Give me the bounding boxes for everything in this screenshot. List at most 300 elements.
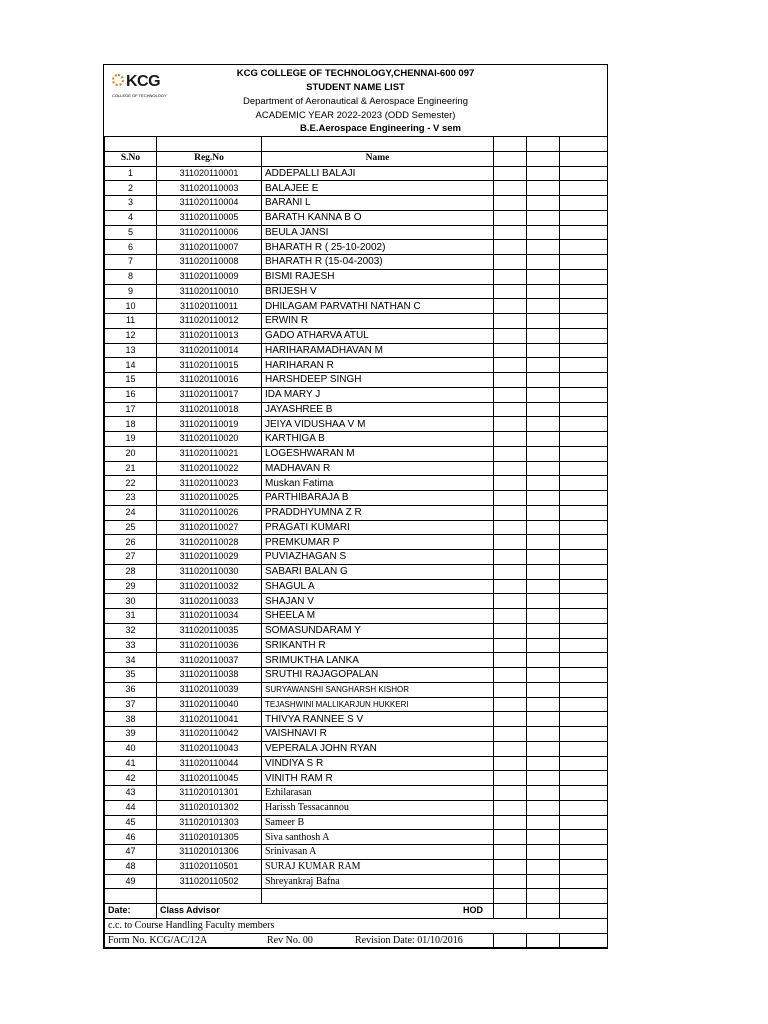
cell-name: SRIMUKTHA LANKA	[262, 653, 494, 668]
cell-empty	[494, 255, 527, 270]
cell-name: JAYASHREE B	[262, 402, 494, 417]
table-row	[105, 358, 608, 373]
table-row	[105, 299, 608, 314]
cell-name: HARIHARAN R	[262, 358, 494, 373]
cell-sno: 1	[105, 166, 157, 181]
table-row	[105, 594, 608, 609]
table-row	[105, 800, 608, 815]
cell-empty	[560, 166, 608, 181]
cell-empty	[494, 343, 527, 358]
cell-empty	[527, 240, 560, 255]
cell-empty	[494, 786, 527, 801]
table-row	[105, 196, 608, 211]
cell-sno: 26	[105, 535, 157, 550]
cell-empty	[494, 579, 527, 594]
cell-empty	[494, 196, 527, 211]
cell-empty	[527, 874, 560, 889]
cell-empty	[527, 594, 560, 609]
cell-empty	[560, 697, 608, 712]
cc-line: c.c. to Course Handling Faculty members	[105, 918, 608, 933]
cell-name: PREMKUMAR P	[262, 535, 494, 550]
cell-sno: 11	[105, 314, 157, 329]
cell-regno: 311020110044	[157, 756, 262, 771]
cell-name: VAISHNAVI R	[262, 727, 494, 742]
cell-regno: 311020110043	[157, 741, 262, 756]
cell-sno: 25	[105, 520, 157, 535]
cell-regno: 311020110040	[157, 697, 262, 712]
cell-regno: 311020110007	[157, 240, 262, 255]
cell-empty	[527, 284, 560, 299]
cell-sno: 10	[105, 299, 157, 314]
cell-empty	[560, 328, 608, 343]
cell-regno: 311020110022	[157, 461, 262, 476]
cell-empty	[494, 166, 527, 181]
cell-sno: 20	[105, 446, 157, 461]
logo-text: KCG	[126, 73, 161, 90]
cell-empty	[527, 859, 560, 874]
cell-empty	[494, 756, 527, 771]
cell-empty	[527, 417, 560, 432]
cell-empty	[527, 358, 560, 373]
column-header-sno: S.No	[105, 151, 157, 166]
cell-regno: 311020110025	[157, 491, 262, 506]
cell-empty	[527, 505, 560, 520]
cell-sno: 5	[105, 225, 157, 240]
table-row	[105, 446, 608, 461]
cell-empty	[527, 255, 560, 270]
cell-empty	[560, 668, 608, 683]
cell-name: BALAJEE E	[262, 181, 494, 196]
cell-sno: 3	[105, 196, 157, 211]
cell-empty	[527, 682, 560, 697]
cell-regno: 311020110018	[157, 402, 262, 417]
cell-empty	[494, 269, 527, 284]
cell-empty	[527, 432, 560, 447]
table-row	[105, 756, 608, 771]
cell-empty	[560, 417, 608, 432]
class-advisor-label: Class Advisor	[160, 905, 220, 916]
table-row	[105, 682, 608, 697]
spacer-row	[105, 137, 608, 152]
cell-regno: 311020110501	[157, 859, 262, 874]
cc-row	[105, 918, 608, 933]
cell-empty	[494, 181, 527, 196]
table-row	[105, 210, 608, 225]
cell-sno: 9	[105, 284, 157, 299]
cell-empty	[560, 299, 608, 314]
cell-sno: 49	[105, 874, 157, 889]
cell-sno: 13	[105, 343, 157, 358]
table-row	[105, 373, 608, 388]
cell-sno: 8	[105, 269, 157, 284]
cell-regno: 311020110011	[157, 299, 262, 314]
cell-regno: 311020110010	[157, 284, 262, 299]
cell-regno: 311020110015	[157, 358, 262, 373]
cell-empty	[560, 196, 608, 211]
cell-regno: 311020110032	[157, 579, 262, 594]
cell-name: Sameer B	[262, 815, 494, 830]
cell-empty	[527, 476, 560, 491]
cell-empty	[527, 771, 560, 786]
cell-regno: 311020110037	[157, 653, 262, 668]
cell-regno: 311020101306	[157, 845, 262, 860]
cell-empty	[560, 491, 608, 506]
table-row	[105, 328, 608, 343]
programme-name: B.E.Aerospace Engineering - V sem	[299, 123, 462, 134]
cell-sno: 28	[105, 564, 157, 579]
cell-empty	[560, 225, 608, 240]
cell-sno: 37	[105, 697, 157, 712]
list-title: STUDENT NAME LIST	[306, 82, 405, 93]
table-row	[105, 402, 608, 417]
table-row	[105, 269, 608, 284]
cell-empty	[494, 491, 527, 506]
cell-sno: 6	[105, 240, 157, 255]
table-row	[105, 255, 608, 270]
form-row	[105, 933, 608, 948]
column-header-regno: Reg.No	[157, 151, 262, 166]
cell-name: SHEELA M	[262, 609, 494, 624]
cell-empty	[494, 845, 527, 860]
cell-sno: 34	[105, 653, 157, 668]
cell-empty	[494, 712, 527, 727]
cell-empty	[560, 579, 608, 594]
cell-empty	[494, 328, 527, 343]
cell-empty	[560, 343, 608, 358]
cell-name: LOGESHWARAN M	[262, 446, 494, 461]
cell-sno: 21	[105, 461, 157, 476]
cell-name: DHILAGAM PARVATHI NATHAN C	[262, 299, 494, 314]
table-row	[105, 225, 608, 240]
cell-empty	[494, 830, 527, 845]
column-header-row	[105, 151, 608, 166]
cell-empty	[527, 491, 560, 506]
cell-sno: 23	[105, 491, 157, 506]
revision-number: Rev No. 00	[267, 934, 313, 946]
cell-regno: 311020101305	[157, 830, 262, 845]
table-row	[105, 786, 608, 801]
cell-name: PRAGATI KUMARI	[262, 520, 494, 535]
logo-subtext: COLLEGE OF TECHNOLOGY	[112, 93, 167, 98]
cell-name: JEIYA VIDUSHAA V M	[262, 417, 494, 432]
table-row	[105, 314, 608, 329]
cell-empty	[494, 358, 527, 373]
cell-empty	[527, 741, 560, 756]
cell-sno: 32	[105, 623, 157, 638]
cell-empty	[560, 284, 608, 299]
table-row	[105, 668, 608, 683]
cell-empty	[560, 830, 608, 845]
cell-regno: 311020110026	[157, 505, 262, 520]
cell-empty	[560, 564, 608, 579]
cell-name: TEJASHWINI MALLIKARJUN HUKKERI	[262, 697, 494, 712]
cell-regno: 311020110021	[157, 446, 262, 461]
cell-empty	[494, 668, 527, 683]
table-row	[105, 815, 608, 830]
cell-sno: 33	[105, 638, 157, 653]
table-row	[105, 417, 608, 432]
table-row	[105, 535, 608, 550]
cell-sno: 12	[105, 328, 157, 343]
cell-name: Muskan Fatima	[262, 476, 494, 491]
cell-empty	[560, 461, 608, 476]
cell-empty	[560, 771, 608, 786]
cell-empty	[560, 210, 608, 225]
cell-empty	[560, 727, 608, 742]
cell-empty	[527, 446, 560, 461]
cell-name: SRUTHI RAJAGOPALAN	[262, 668, 494, 683]
cell-name: Harissh Tessacannou	[262, 800, 494, 815]
cell-empty	[494, 727, 527, 742]
cell-empty	[527, 328, 560, 343]
table-row	[105, 727, 608, 742]
cell-name: SURAJ KUMAR RAM	[262, 859, 494, 874]
table-row	[105, 476, 608, 491]
cell-empty	[527, 653, 560, 668]
cell-name: Siva santhosh A	[262, 830, 494, 845]
cell-empty	[560, 712, 608, 727]
cell-sno: 46	[105, 830, 157, 845]
cell-name: VEPERALA JOHN RYAN	[262, 741, 494, 756]
cell-empty	[527, 756, 560, 771]
cell-empty	[494, 741, 527, 756]
cell-regno: 311020110016	[157, 373, 262, 388]
cell-empty	[560, 358, 608, 373]
cell-sno: 22	[105, 476, 157, 491]
cell-empty	[494, 446, 527, 461]
cell-empty	[560, 845, 608, 860]
cell-name: SHAJAN V	[262, 594, 494, 609]
cell-empty	[494, 520, 527, 535]
cell-name: SHAGUL A	[262, 579, 494, 594]
cell-sno: 43	[105, 786, 157, 801]
cell-name: BEULA JANSI	[262, 225, 494, 240]
cell-sno: 15	[105, 373, 157, 388]
cell-sno: 48	[105, 859, 157, 874]
cell-empty	[494, 505, 527, 520]
cell-empty	[527, 638, 560, 653]
cell-empty	[527, 727, 560, 742]
cell-name: SRIKANTH R	[262, 638, 494, 653]
cell-sno: 19	[105, 432, 157, 447]
cell-empty	[560, 387, 608, 402]
college-name: KCG COLLEGE OF TECHNOLOGY,CHENNAI-600 097	[236, 68, 475, 79]
cell-empty	[527, 609, 560, 624]
table-row	[105, 181, 608, 196]
table-row	[105, 623, 608, 638]
cell-empty	[494, 476, 527, 491]
cell-empty	[494, 550, 527, 565]
cell-empty	[494, 240, 527, 255]
cell-name: MADHAVAN R	[262, 461, 494, 476]
cell-name: PRADDHYUMNA Z R	[262, 505, 494, 520]
cell-regno: 311020110008	[157, 255, 262, 270]
table-row	[105, 653, 608, 668]
cell-sno: 17	[105, 402, 157, 417]
table-row	[105, 609, 608, 624]
cell-empty	[494, 594, 527, 609]
cell-empty	[527, 697, 560, 712]
cell-name: Ezhilarasan	[262, 786, 494, 801]
table-row	[105, 771, 608, 786]
cell-empty	[494, 815, 527, 830]
cell-empty	[560, 741, 608, 756]
cell-sno: 41	[105, 756, 157, 771]
cell-regno: 311020110041	[157, 712, 262, 727]
cell-empty	[560, 240, 608, 255]
cell-name: SABARI BALAN G	[262, 564, 494, 579]
cell-empty	[527, 387, 560, 402]
cell-regno: 311020110033	[157, 594, 262, 609]
cell-empty	[494, 535, 527, 550]
cell-empty	[560, 255, 608, 270]
cell-empty	[560, 756, 608, 771]
cell-sno: 35	[105, 668, 157, 683]
cell-empty	[527, 815, 560, 830]
cell-empty	[560, 373, 608, 388]
cell-empty	[494, 284, 527, 299]
table-row	[105, 830, 608, 845]
cell-regno: 311020110006	[157, 225, 262, 240]
cell-name: Srinivasan A	[262, 845, 494, 860]
table-row	[105, 579, 608, 594]
cell-name: SOMASUNDARAM Y	[262, 623, 494, 638]
cell-empty	[560, 269, 608, 284]
cell-empty	[494, 387, 527, 402]
cell-empty	[494, 210, 527, 225]
column-header-name: Name	[262, 151, 494, 166]
cell-empty	[494, 299, 527, 314]
cell-regno: 311020110019	[157, 417, 262, 432]
cell-empty	[527, 800, 560, 815]
cell-regno: 311020110035	[157, 623, 262, 638]
table-row	[105, 564, 608, 579]
cell-regno: 311020101301	[157, 786, 262, 801]
table-row	[105, 284, 608, 299]
cell-regno: 311020110045	[157, 771, 262, 786]
cell-name: BHARATH R ( 25-10-2002)	[262, 240, 494, 255]
cell-empty	[527, 579, 560, 594]
cell-sno: 2	[105, 181, 157, 196]
cell-sno: 45	[105, 815, 157, 830]
cell-empty	[560, 535, 608, 550]
table-row	[105, 712, 608, 727]
cell-empty	[494, 564, 527, 579]
cell-regno: 311020110003	[157, 181, 262, 196]
cell-empty	[494, 800, 527, 815]
cell-sno: 14	[105, 358, 157, 373]
academic-year: ACADEMIC YEAR 2022-2023 (ODD Semester)	[255, 110, 456, 121]
cell-empty	[527, 196, 560, 211]
cell-empty	[527, 623, 560, 638]
cell-empty	[560, 181, 608, 196]
cell-empty	[527, 225, 560, 240]
cell-name: Shreyankraj Bafna	[262, 874, 494, 889]
cell-name: BARATH KANNA B O	[262, 210, 494, 225]
form-number: Form No. KCG/AC/12A	[108, 934, 208, 946]
cell-empty	[527, 210, 560, 225]
cell-regno: 311020110028	[157, 535, 262, 550]
cell-empty	[494, 697, 527, 712]
cell-regno: 311020110502	[157, 874, 262, 889]
cell-regno: 311020110017	[157, 387, 262, 402]
cell-regno: 311020110039	[157, 682, 262, 697]
table-row	[105, 520, 608, 535]
cell-empty	[527, 461, 560, 476]
cell-empty	[494, 417, 527, 432]
cell-regno: 311020110012	[157, 314, 262, 329]
cell-empty	[560, 505, 608, 520]
cell-empty	[494, 609, 527, 624]
cell-sno: 36	[105, 682, 157, 697]
cell-name: GADO ATHARVA ATUL	[262, 328, 494, 343]
cell-name: KARTHIGA B	[262, 432, 494, 447]
cell-empty	[494, 623, 527, 638]
cell-empty	[560, 800, 608, 815]
student-list-sheet	[103, 64, 608, 949]
cell-sno: 30	[105, 594, 157, 609]
cell-empty	[527, 786, 560, 801]
cell-empty	[494, 859, 527, 874]
cell-regno: 311020110036	[157, 638, 262, 653]
date-label: Date:	[105, 904, 157, 919]
cell-empty	[560, 550, 608, 565]
cell-sno: 7	[105, 255, 157, 270]
cell-empty	[527, 299, 560, 314]
table-row	[105, 343, 608, 358]
cell-empty	[560, 520, 608, 535]
blank-row	[105, 889, 608, 904]
cell-regno: 311020110034	[157, 609, 262, 624]
cell-empty	[527, 269, 560, 284]
student-table	[104, 136, 608, 948]
table-row	[105, 461, 608, 476]
table-row	[105, 697, 608, 712]
table-row	[105, 432, 608, 447]
cell-empty	[527, 845, 560, 860]
cell-empty	[560, 623, 608, 638]
table-row	[105, 550, 608, 565]
cell-name: ERWIN R	[262, 314, 494, 329]
cell-name: HARSHDEEP SINGH	[262, 373, 494, 388]
cell-empty	[527, 181, 560, 196]
cell-empty	[560, 314, 608, 329]
cell-sno: 27	[105, 550, 157, 565]
table-row	[105, 874, 608, 889]
cell-empty	[560, 786, 608, 801]
cell-empty	[494, 653, 527, 668]
cell-regno: 311020110023	[157, 476, 262, 491]
cell-empty	[494, 402, 527, 417]
cell-empty	[494, 314, 527, 329]
table-row	[105, 387, 608, 402]
cell-empty	[560, 594, 608, 609]
cell-name: ADDEPALLI BALAJI	[262, 166, 494, 181]
cell-empty	[494, 432, 527, 447]
cell-sno: 39	[105, 727, 157, 742]
table-row	[105, 741, 608, 756]
cell-regno: 311020110013	[157, 328, 262, 343]
table-row	[105, 859, 608, 874]
cell-empty	[527, 314, 560, 329]
cell-name: BRIJESH V	[262, 284, 494, 299]
cell-empty	[494, 682, 527, 697]
table-row	[105, 491, 608, 506]
cell-empty	[560, 432, 608, 447]
cell-regno: 311020110029	[157, 550, 262, 565]
cell-empty	[527, 343, 560, 358]
cell-empty	[560, 859, 608, 874]
